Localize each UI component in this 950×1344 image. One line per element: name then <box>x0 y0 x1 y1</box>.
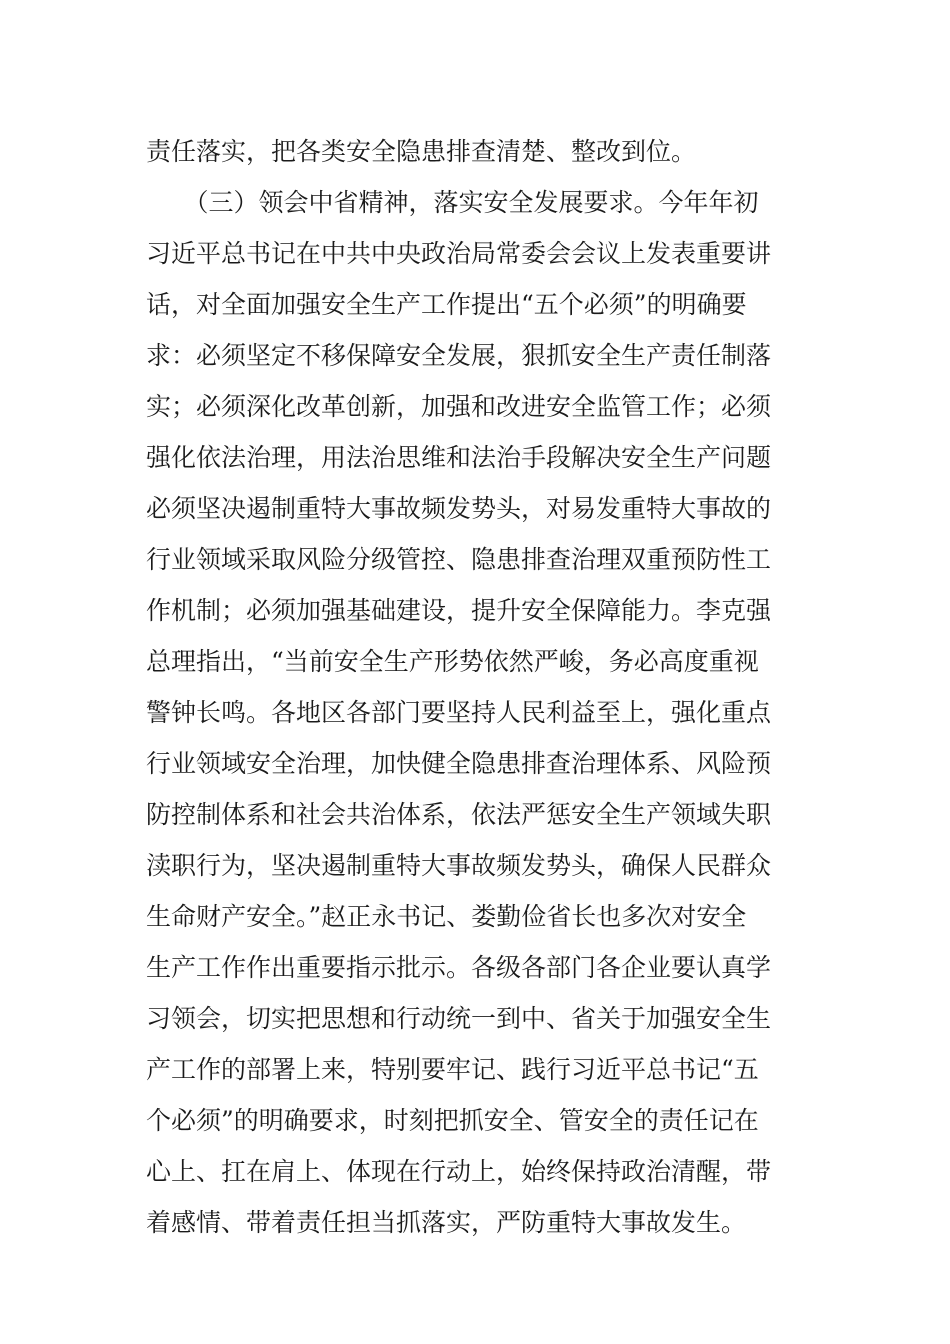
text-line: 求：必须坚定不移保障安全发展，狠抓安全生产责任制落 <box>146 341 772 370</box>
text-line: 行业领域采取风险分级管控、隐患排查治理双重预防性工 <box>146 545 772 574</box>
body-text <box>146 126 806 1248</box>
text-line: 话，对全面加强安全生产工作提出“五个必须”的明确要 <box>146 290 747 319</box>
text-line: 产工作的部署上来，特别要牢记、践行习近平总书记“五 <box>146 1055 759 1084</box>
text-line: 心上、扛在肩上、体现在行动上，始终保持政治清醒，带 <box>146 1157 772 1186</box>
text-line: 责任落实，把各类安全隐患排查清楚、整改到位。 <box>146 137 697 166</box>
text-line: 作机制；必须加强基础建设，提升安全保障能力。李克强 <box>146 596 772 625</box>
text-line: 习领会，切实把思想和行动统一到中、省关于加强安全生 <box>146 1004 772 1033</box>
text-line: 着感情、带着责任担当抓落实，严防重特大事故发生。 <box>146 1208 747 1237</box>
text-line: 实；必须深化改革创新，加强和改进安全监管工作；必须 <box>146 392 772 421</box>
text-line: 行业领域安全治理，加快健全隐患排查治理体系、风险预 <box>146 749 772 778</box>
text-line: 渎职行为，坚决遏制重特大事故频发势头，确保人民群众 <box>146 851 772 880</box>
text-line: 警钟长鸣。各地区各部门要坚持人民利益至上，强化重点 <box>146 698 772 727</box>
text-line: 生产工作作出重要指示批示。各级各部门各企业要认真学 <box>146 953 772 982</box>
text-line: （三）领会中省精神，落实安全发展要求。今年年初 <box>146 188 759 217</box>
text-line: 生命财产安全。”赵正永书记、娄勤俭省长也多次对安全 <box>146 902 747 931</box>
text-line: 总理指出，“当前安全生产形势依然严峻，务必高度重视 <box>146 647 759 676</box>
text-line: 防控制体系和社会共治体系，依法严惩安全生产领域失职 <box>146 800 772 829</box>
text-line: 必须坚决遏制重特大事故频发势头，对易发重特大事故的 <box>146 494 772 523</box>
text-line: 强化依法治理，用法治思维和法治手段解决安全生产问题 <box>146 443 772 472</box>
text-line: 习近平总书记在中共中央政治局常委会会议上发表重要讲 <box>146 239 772 268</box>
text-line: 个必须”的明确要求，时刻把抓安全、管安全的责任记在 <box>146 1106 759 1135</box>
